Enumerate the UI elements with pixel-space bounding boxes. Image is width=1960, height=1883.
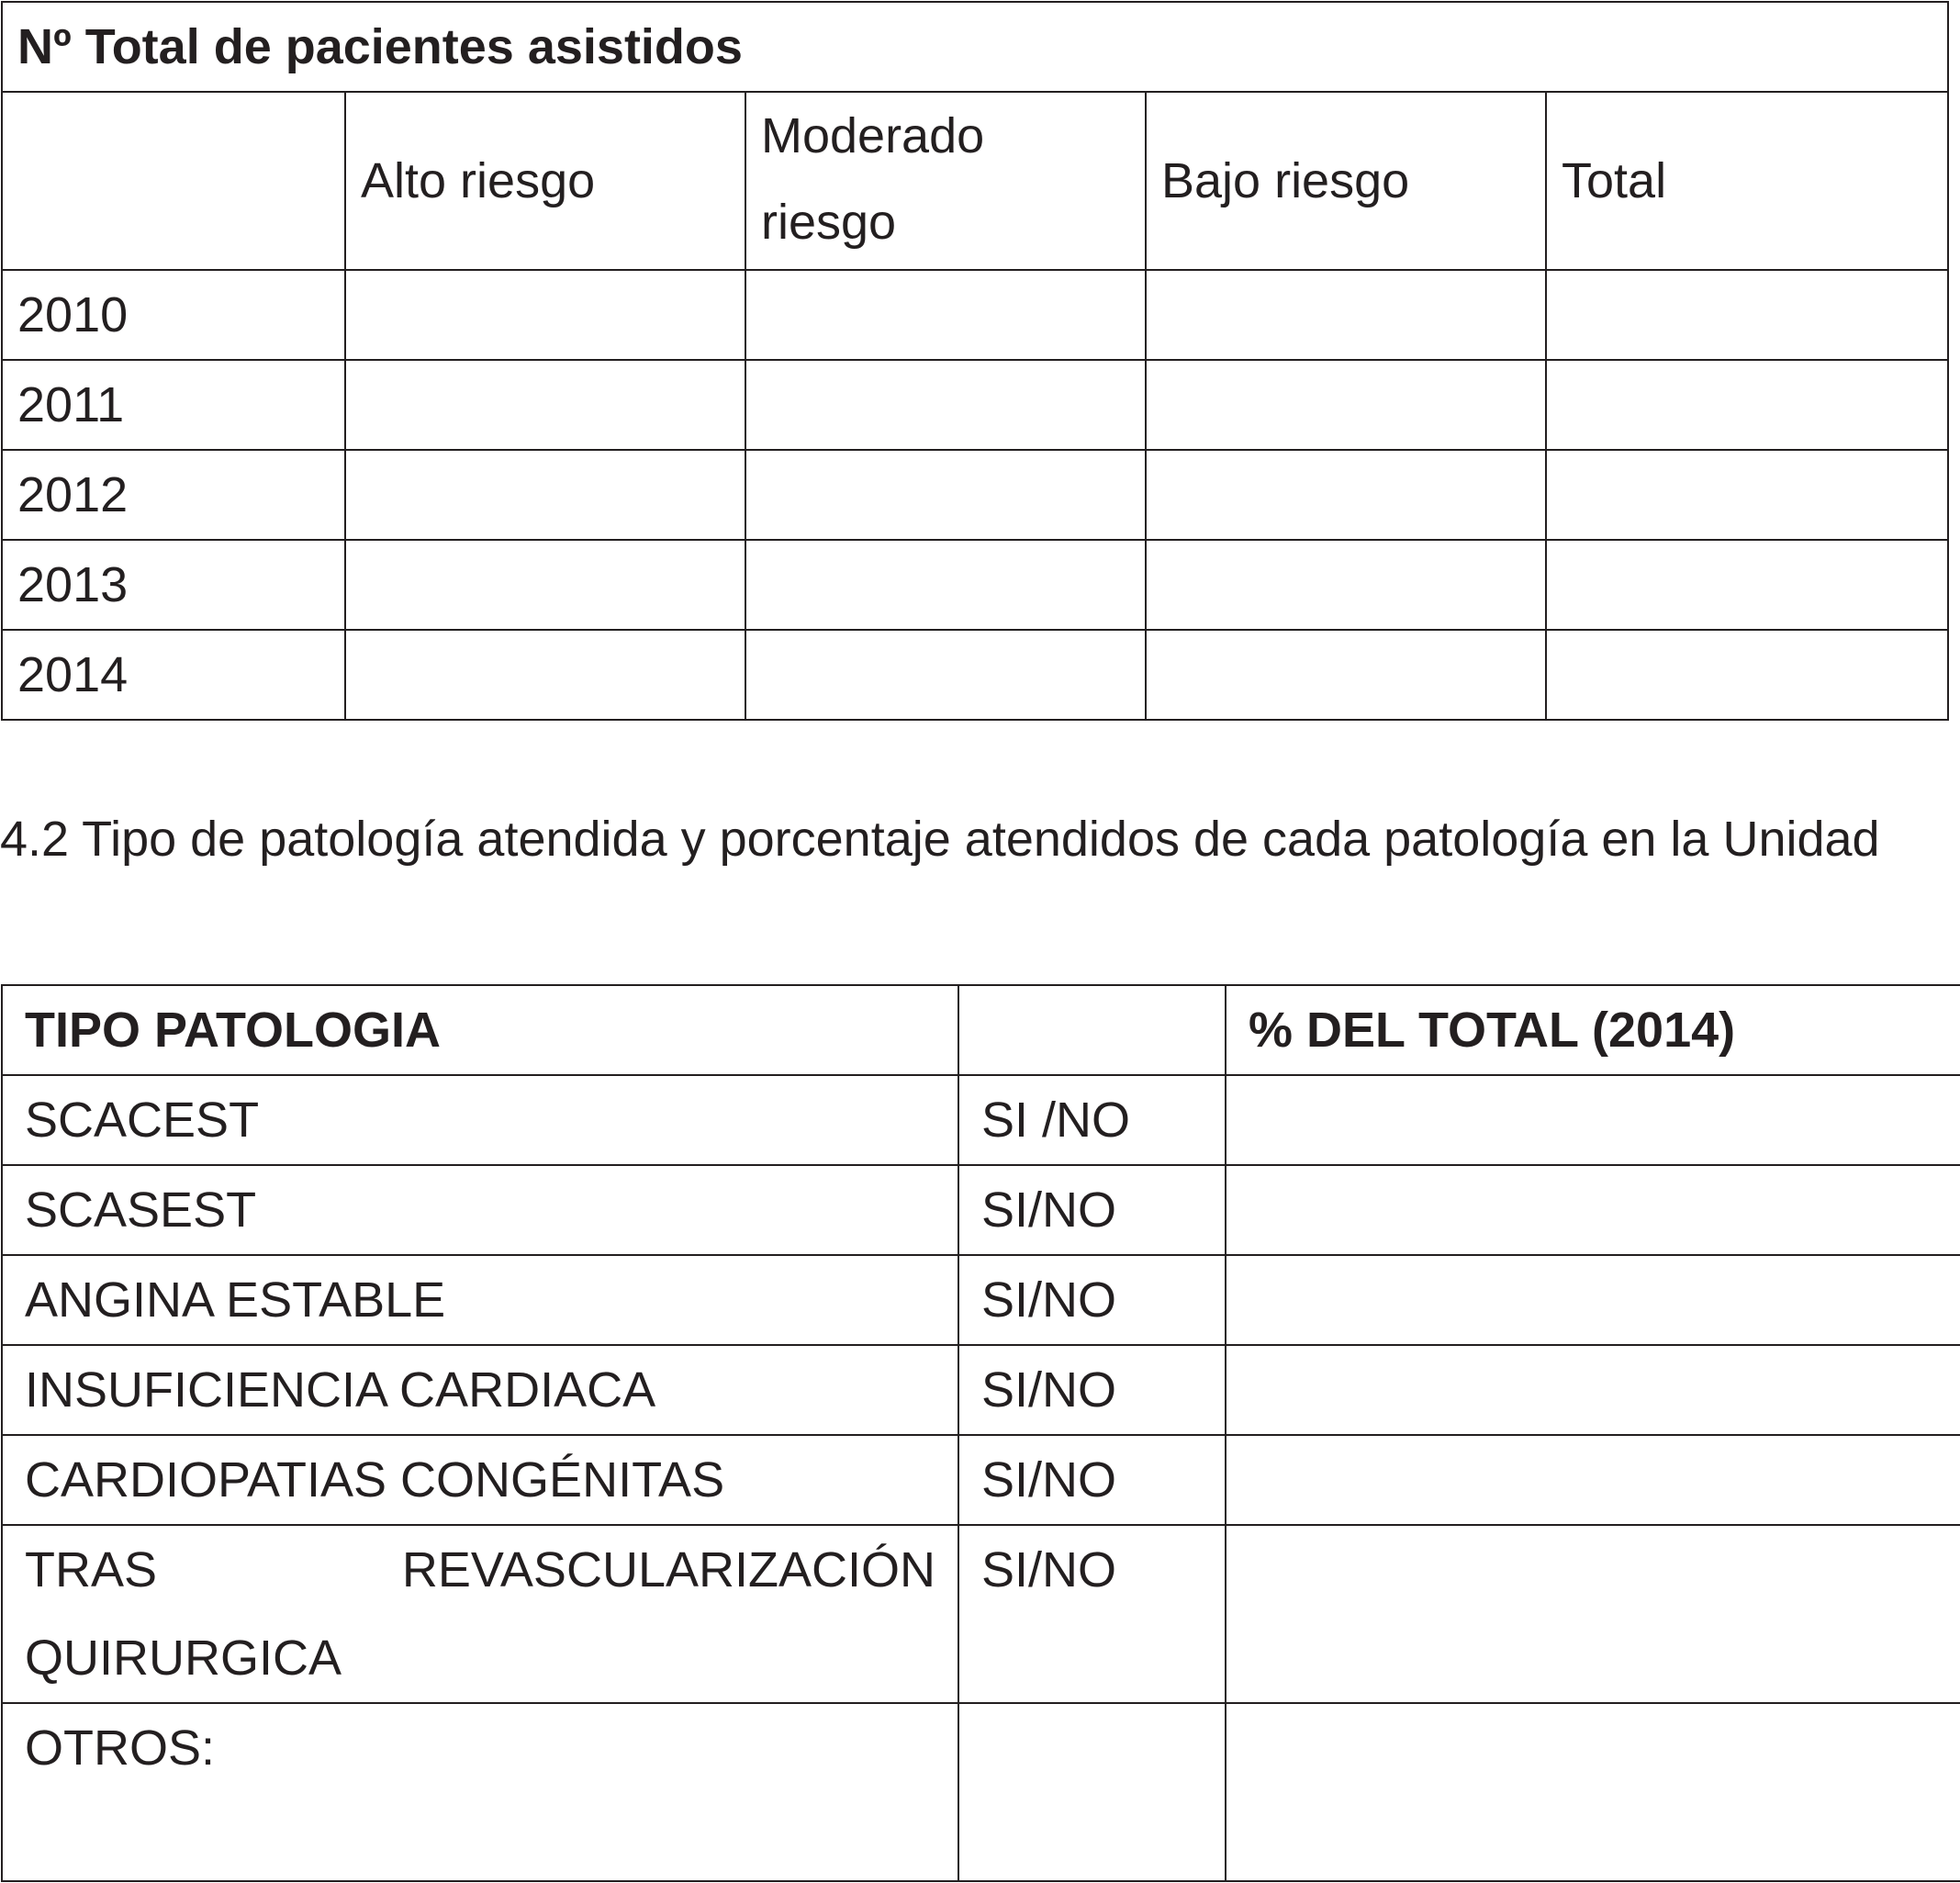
total-cell: [1546, 450, 1948, 540]
table-row: [2, 630, 1948, 720]
year-cell: 2014: [2, 630, 345, 720]
bajo-riesgo-cell: [1146, 450, 1546, 540]
bajo-riesgo-cell: [1146, 360, 1546, 450]
pacientes-table: [1, 1, 1949, 721]
header-bajo-riesgo: Bajo riesgo: [1146, 92, 1546, 270]
total-cell: [1546, 270, 1948, 360]
porcentaje-cell: [1226, 1525, 1960, 1703]
porcentaje-cell: [1226, 1435, 1960, 1525]
moderado-riesgo-cell: [745, 630, 1146, 720]
table-row: [2, 1345, 1960, 1435]
tipo-cell: ANGINA ESTABLE: [2, 1255, 958, 1345]
table-row: [2, 540, 1948, 630]
header-porcentaje-total: % DEL TOTAL (2014): [1226, 985, 1960, 1075]
total-cell: [1546, 540, 1948, 630]
patologia-table: [1, 984, 1960, 1882]
table-row: [2, 1165, 1960, 1255]
header-tipo-patologia: TIPO PATOLOGIA: [2, 985, 958, 1075]
year-cell: 2010: [2, 270, 345, 360]
year-cell: 2012: [2, 450, 345, 540]
total-cell: [1546, 630, 1948, 720]
table-row: [2, 1525, 1960, 1703]
table-row: [2, 1255, 1960, 1345]
header-total: Total: [1546, 92, 1948, 270]
header-empty: [2, 92, 345, 270]
alto-riesgo-cell: [345, 270, 745, 360]
tipo-line2: QUIRURGICA: [25, 1631, 342, 1686]
table-row: [2, 360, 1948, 450]
tipo-cell: [2, 1525, 958, 1703]
si-no-cell: SI/NO: [958, 1525, 1226, 1703]
moderado-riesgo-cell: [745, 360, 1146, 450]
alto-riesgo-cell: [345, 450, 745, 540]
tipo-cell: SCACEST: [2, 1075, 958, 1165]
moderado-riesgo-cell: [745, 450, 1146, 540]
si-no-cell: SI/NO: [958, 1345, 1226, 1435]
header-si-no: [958, 985, 1226, 1075]
table-row: [2, 1703, 1960, 1881]
year-cell: 2013: [2, 540, 345, 630]
table-row: [2, 1075, 1960, 1165]
si-no-cell: SI/NO: [958, 1255, 1226, 1345]
si-no-cell: SI/NO: [958, 1435, 1226, 1525]
porcentaje-cell: [1226, 1703, 1960, 1881]
porcentaje-cell: [1226, 1075, 1960, 1165]
alto-riesgo-cell: [345, 360, 745, 450]
tipo-cell: CARDIOPATIAS CONGÉNITAS: [2, 1435, 958, 1525]
tipo-cell: INSUFICIENCIA CARDIACA: [2, 1345, 958, 1435]
moderado-riesgo-cell: [745, 540, 1146, 630]
table-row: [2, 450, 1948, 540]
header-alto-riesgo: Alto riesgo: [345, 92, 745, 270]
si-no-cell: [958, 1703, 1226, 1881]
alto-riesgo-cell: [345, 540, 745, 630]
moderado-riesgo-cell: [745, 270, 1146, 360]
table-row: [2, 270, 1948, 360]
table-row: [2, 1435, 1960, 1525]
porcentaje-cell: [1226, 1255, 1960, 1345]
header-moderado-line2: riesgo: [761, 195, 897, 250]
bajo-riesgo-cell: [1146, 540, 1546, 630]
tipo-cell: OTROS:: [2, 1703, 958, 1881]
bajo-riesgo-cell: [1146, 630, 1546, 720]
header-moderado-riesgo: [745, 92, 1146, 270]
bajo-riesgo-cell: [1146, 270, 1546, 360]
si-no-cell: SI/NO: [958, 1165, 1226, 1255]
section-heading: 4.2 Tipo de patología atendida y porcentaje atendidos de cada patología en la Unidad: [0, 812, 1880, 867]
tipo-line1: [25, 1526, 958, 1614]
header-moderado-line1: Moderado: [761, 108, 985, 163]
si-no-cell: SI /NO: [958, 1075, 1226, 1165]
tipo-word1: TRAS: [25, 1542, 158, 1597]
tipo-cell: SCASEST: [2, 1165, 958, 1255]
year-cell: 2011: [2, 360, 345, 450]
total-cell: [1546, 360, 1948, 450]
alto-riesgo-cell: [345, 630, 745, 720]
porcentaje-cell: [1226, 1345, 1960, 1435]
tipo-word2: REVASCULARIZACIÓN: [401, 1542, 935, 1597]
table-header-row: [2, 985, 1960, 1075]
pacientes-table-title: Nº Total de pacientes asistidos: [2, 2, 1948, 92]
porcentaje-cell: [1226, 1165, 1960, 1255]
